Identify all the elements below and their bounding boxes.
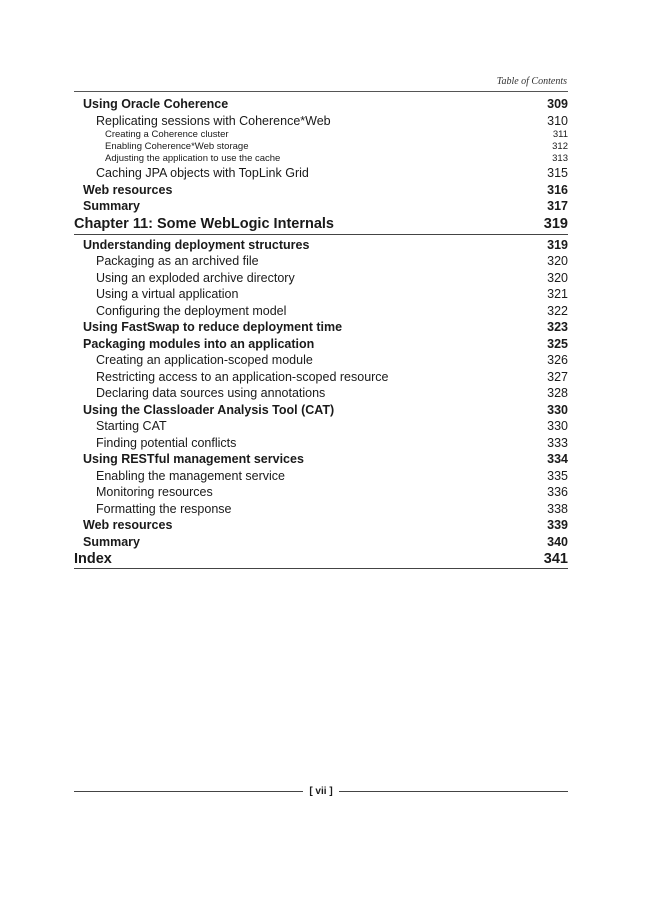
toc-entry-page: 336	[547, 485, 568, 499]
toc-entry-title: Summary	[83, 534, 140, 549]
running-header: Table of Contents	[496, 76, 567, 87]
toc-entry-page: 325	[547, 336, 568, 351]
toc-entry-page: 313	[552, 153, 568, 164]
toc-entry-title: Using RESTful management services	[83, 452, 304, 466]
toc-entry-page: 330	[547, 402, 568, 417]
toc-entry-page: 315	[547, 166, 568, 180]
page-number: [ vii ]	[309, 786, 333, 797]
toc-entry-title: Using an exploded archive directory	[96, 270, 295, 285]
toc-entry-title: Declaring data sources using annotations	[96, 386, 326, 400]
toc-entry-page: 330	[547, 419, 568, 433]
toc-entry-level-2[interactable]	[74, 418, 568, 435]
toc-entry-level-2[interactable]	[74, 253, 568, 270]
toc-entry-level-2[interactable]	[74, 165, 568, 182]
footer-rule-right	[339, 791, 568, 792]
toc-entry-title: Summary	[83, 199, 140, 213]
toc-entry-page: 311	[552, 129, 568, 140]
toc-entry-title: Packaging as an archived file	[96, 254, 259, 268]
toc-entry-page: 326	[547, 353, 568, 367]
toc-entry-level-1[interactable]	[74, 336, 568, 353]
toc-entry-title: Using the Classloader Analysis Tool (CAT)	[83, 402, 335, 417]
toc-entry-title: Using Oracle Coherence	[83, 97, 229, 111]
toc-entry-level-1[interactable]	[74, 534, 568, 551]
toc-entry-page: 333	[547, 435, 568, 450]
toc-entry-title: Restricting access to an application-scoped resource	[96, 369, 389, 384]
toc-entry-page: 327	[547, 369, 568, 384]
toc-entry-page: 309	[547, 97, 568, 111]
toc-entry-title: Using a virtual application	[96, 287, 239, 301]
toc-entry-page: 334	[547, 452, 568, 466]
toc-entry-page: 338	[547, 501, 568, 516]
toc-entry-level-2[interactable]	[74, 484, 568, 501]
footer-rule-left	[74, 791, 303, 792]
toc-entry-level-2[interactable]	[74, 303, 568, 320]
toc-entry-level-2[interactable]	[74, 501, 568, 518]
toc-entry-title: Web resources	[83, 182, 173, 197]
toc-entry-title: Web resources	[83, 518, 173, 532]
toc-entry-title: Finding potential conflicts	[96, 435, 237, 450]
toc-entry-level-1[interactable]	[74, 517, 568, 534]
index-heading[interactable]	[74, 550, 568, 569]
toc-entry-title: Replicating sessions with Coherence*Web	[96, 113, 331, 128]
toc-entry-level-3[interactable]	[74, 141, 568, 153]
toc-entry-level-1[interactable]	[74, 319, 568, 336]
toc-entry-title: Understanding deployment structures	[83, 237, 310, 252]
toc-entry-level-2[interactable]	[74, 468, 568, 485]
toc-entry-title: Creating a Coherence cluster	[105, 129, 229, 140]
toc-entry-title: Enabling the management service	[96, 468, 286, 483]
toc-entry-level-2[interactable]	[74, 270, 568, 287]
toc-entry-level-1[interactable]	[74, 96, 568, 113]
toc-entry-level-3[interactable]	[74, 153, 568, 165]
toc-entry-page: 328	[547, 386, 568, 400]
toc-entry-level-1[interactable]	[74, 198, 568, 215]
toc-entry-title: Formatting the response	[96, 501, 232, 516]
toc-entry-title: Packaging modules into an application	[83, 336, 315, 351]
toc-entry-title: Configuring the deployment model	[96, 303, 287, 318]
toc-entry-level-2[interactable]	[74, 113, 568, 130]
chapter-heading[interactable]	[74, 215, 568, 235]
toc-entry-level-3[interactable]	[74, 129, 568, 141]
toc-entry-title: Creating an application-scoped module	[96, 353, 313, 367]
toc-sections-block	[74, 237, 568, 551]
toc-entry-page: 340	[547, 534, 568, 549]
toc-entry-level-2[interactable]	[74, 435, 568, 452]
toc-entry-page: 316	[547, 182, 568, 197]
toc-entry-level-1[interactable]	[74, 402, 568, 419]
toc-entry-page: 319	[547, 237, 568, 252]
toc-pre-block	[74, 96, 568, 215]
toc-entry-title: Using FastSwap to reduce deployment time	[83, 320, 343, 334]
toc-entry-title: Starting CAT	[96, 419, 167, 433]
toc-entry-level-2[interactable]	[74, 369, 568, 386]
table-of-contents	[74, 96, 568, 569]
toc-entry-page: 320	[547, 254, 568, 268]
toc-entry-level-1[interactable]	[74, 182, 568, 199]
header-rule	[74, 91, 568, 92]
toc-entry-title: Enabling Coherence*Web storage	[105, 141, 249, 152]
toc-entry-page: 317	[547, 199, 568, 213]
toc-entry-page: 335	[547, 468, 568, 483]
toc-entry-page: 320	[547, 270, 568, 285]
chapter-page: 319	[543, 215, 568, 232]
toc-entry-page: 312	[552, 141, 568, 152]
toc-entry-level-1[interactable]	[74, 451, 568, 468]
toc-entry-level-2[interactable]	[74, 352, 568, 369]
toc-entry-page: 323	[547, 320, 568, 334]
toc-entry-title: Caching JPA objects with TopLink Grid	[96, 166, 309, 180]
index-page: 341	[543, 551, 568, 567]
toc-entry-level-1[interactable]	[74, 237, 568, 254]
index-title: Index	[74, 551, 112, 567]
toc-entry-title: Adjusting the application to use the cache	[105, 153, 281, 164]
toc-entry-level-2[interactable]	[74, 385, 568, 402]
toc-entry-page: 310	[547, 113, 568, 128]
toc-entry-page: 321	[547, 287, 568, 301]
toc-entry-page: 322	[547, 303, 568, 318]
page-footer	[74, 786, 568, 797]
chapter-title: Chapter 11: Some WebLogic Internals	[74, 215, 334, 232]
toc-entry-level-2[interactable]	[74, 286, 568, 303]
toc-entry-page: 339	[547, 518, 568, 532]
toc-entry-title: Monitoring resources	[96, 485, 213, 499]
